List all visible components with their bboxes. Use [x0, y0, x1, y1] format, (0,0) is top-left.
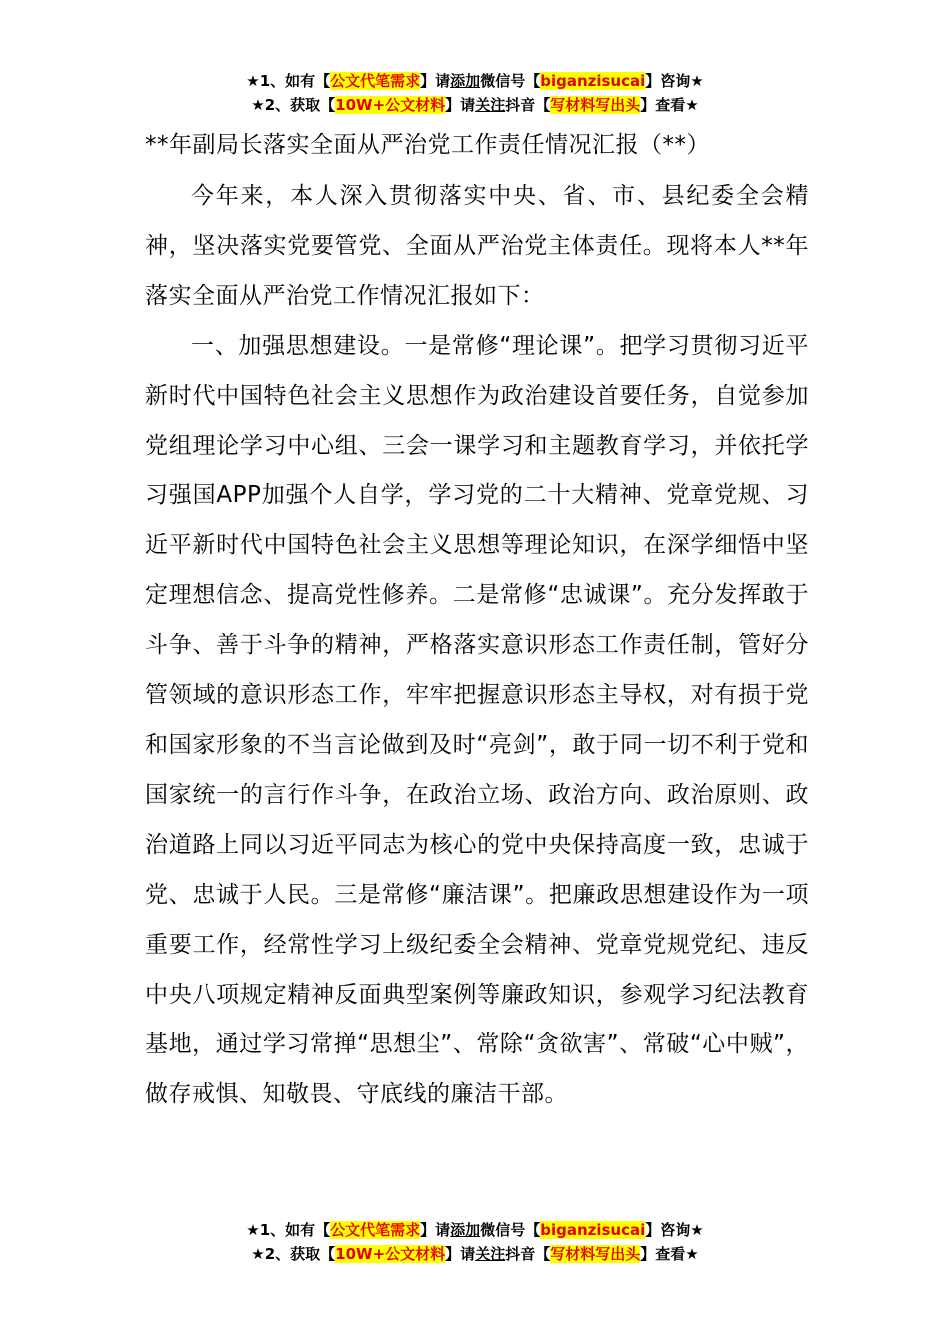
- paragraph-section-1: 一、加强思想建设。一是常修“理论课”。把学习贯彻习近平新时代中国特色社会主义思想作为政治建设首要任务，自觉参加党组理论学习中心组、三会一课学习和主题教育学习，并依托学习强国APP加强个人自学，学习党的二十大精神、党章党规、习近平新时代中国特色社会主义思想等理论知识，在深学细悟中坚定理想信念、提高党性修养。二是常修“忠诚课”。充分发挥敢于斗争、善于斗争的精神，严格落实意识形态工作责任制，管好分管领域的意识形态工作，牢牢把握意识形态主导权，对有损于党和国家形象的不当言论做到及时“亮剑”，敢于同一切不利于党和国家统一的言行作斗争，在政治立场、政治方向、政治原则、政治道路上同以习近平同志为核心的党中央保持高度一致，忠诚于党、忠诚于人民。三是常修“廉洁课”。把廉政思想建设作为一项重要工作，经常性学习上级纪委全会精神、党章党规党纪、违反中央八项规定精神反面典型案例等廉政知识，参观学习纪法教育基地，通过学习常掸“思想尘”、常除“贪欲害”、常破“心中贼”，做存戒惧、知敬畏、守底线的廉洁干部。: [145, 332, 809, 1108]
- promo-wechat-id: biganzisucai: [540, 72, 646, 90]
- promo-underlined: 添加: [450, 72, 481, 90]
- promo-douyin-id: 写材料写出头: [550, 1245, 641, 1263]
- promo-line-1: [0, 69, 950, 93]
- promo-line-2: [0, 93, 950, 117]
- paragraph-intro: 今年来，本人深入贯彻落实中央、省、市、县纪委全会精神，坚决落实党要管党、全面从严治党主体责任。现将本人**年落实全面从严治党工作情况汇报如下：: [145, 183, 809, 309]
- promo-line-1: [0, 1218, 950, 1242]
- promo-text: 抖音【: [505, 96, 551, 114]
- promo-wechat-id: biganzisucai: [540, 1221, 646, 1239]
- promo-text: 1、如有【: [259, 72, 331, 90]
- star-icon: ★: [685, 96, 699, 114]
- star-icon: ★: [685, 1245, 699, 1263]
- document-title: **年副局长落实全面从严治党工作责任情况汇报（**）: [145, 132, 710, 158]
- promo-text: 】查看: [640, 1245, 686, 1263]
- star-icon: ★: [246, 1221, 260, 1239]
- promo-text: 】咨询: [645, 1221, 691, 1239]
- star-icon: ★: [690, 72, 704, 90]
- promo-text: 抖音【: [505, 1245, 551, 1263]
- promo-text: 】请: [445, 96, 476, 114]
- promo-highlight: 10W+公文材料: [335, 1245, 446, 1263]
- star-icon: ★: [246, 72, 260, 90]
- promo-text: 】请: [420, 1221, 451, 1239]
- promo-text: 1、如有【: [259, 1221, 331, 1239]
- promo-highlight: 公文代笔需求: [330, 1221, 421, 1239]
- promo-text: 】请: [445, 1245, 476, 1263]
- promo-text: 】查看: [640, 96, 686, 114]
- promo-underlined: 关注: [475, 96, 506, 114]
- star-icon: ★: [690, 1221, 704, 1239]
- star-icon: ★: [251, 96, 265, 114]
- promo-text: 】咨询: [645, 72, 691, 90]
- promo-highlight: 10W+公文材料: [335, 96, 446, 114]
- promo-underlined: 添加: [450, 1221, 481, 1239]
- promo-douyin-id: 写材料写出头: [550, 96, 641, 114]
- promo-line-2: [0, 1242, 950, 1266]
- promo-banner-top: [0, 69, 950, 117]
- promo-text: 微信号【: [480, 1221, 541, 1239]
- promo-highlight: 公文代笔需求: [330, 72, 421, 90]
- promo-text: 2、获取【: [264, 1245, 336, 1263]
- promo-banner-bottom: [0, 1218, 950, 1266]
- promo-text: 2、获取【: [264, 96, 336, 114]
- star-icon: ★: [251, 1245, 265, 1263]
- promo-text: 】请: [420, 72, 451, 90]
- promo-text: 微信号【: [480, 72, 541, 90]
- document-body: [145, 128, 809, 1120]
- promo-underlined: 关注: [475, 1245, 506, 1263]
